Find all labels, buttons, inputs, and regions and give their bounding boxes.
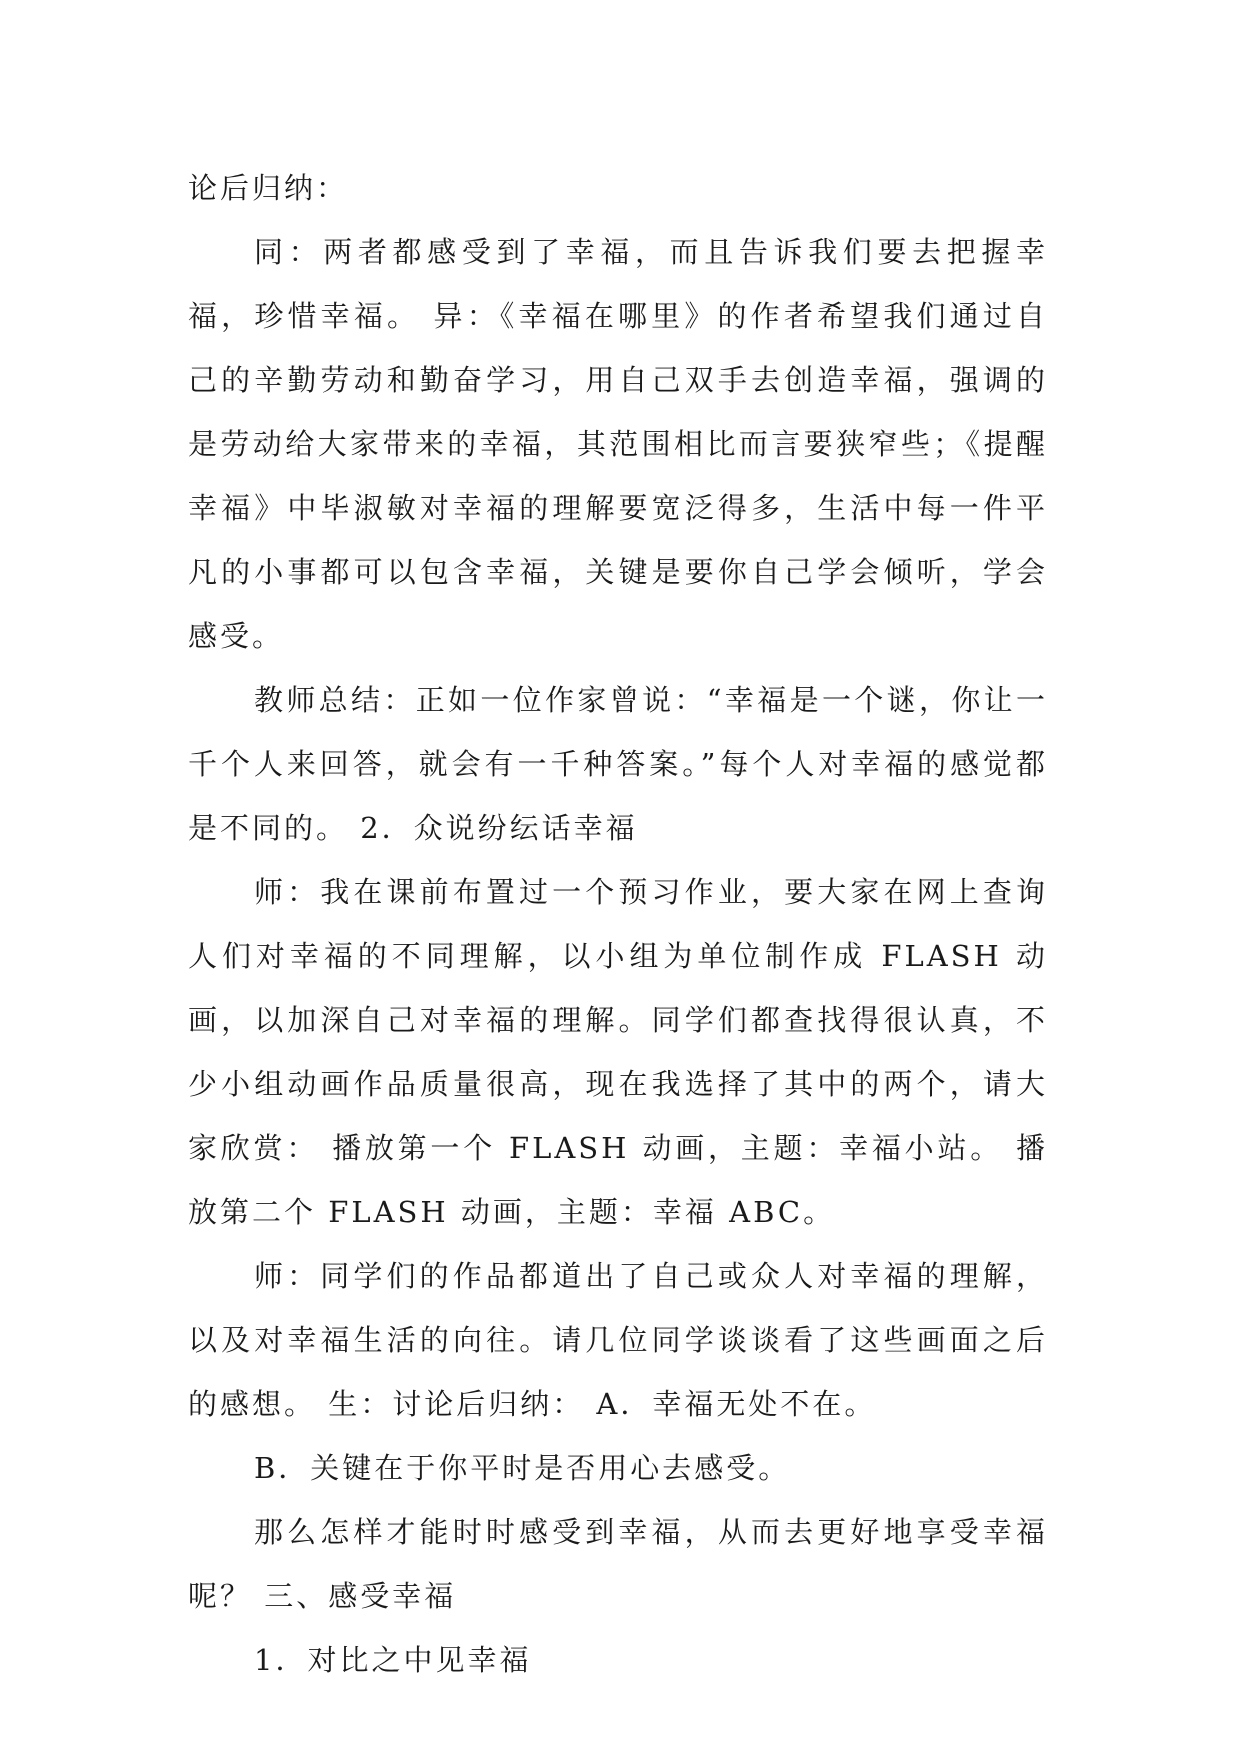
paragraph: 论后归纳：: [188, 171, 349, 205]
paragraph: 1．对比之中见幸福: [254, 1643, 532, 1677]
paragraph: 那么怎样才能时时感受到幸福，从而去更好地享受幸福呢？ 三、感受幸福: [188, 1515, 1048, 1613]
paragraph: B．关键在于你平时是否用心去感受。: [254, 1451, 791, 1485]
document-body: [188, 156, 1048, 1692]
paragraph: 同：两者都感受到了幸福，而且告诉我们要去把握幸福，珍惜幸福。 异：《幸福在哪里》的作者希望我们通过自己的辛勤劳动和勤奋学习，用自己双手去创造幸福，强调的是劳动给大家带来的幸福，其范围相比而言要狭窄些；《提醒幸福》中毕淑敏对幸福的理解要宽泛得多，生活中每一件平凡的小事都可以包含幸福，关键是要你自己学会倾听，学会感受。: [188, 235, 1048, 653]
paragraph: 师：我在课前布置过一个预习作业，要大家在网上查询人们对幸福的不同理解，以小组为单位制作成 FLASH 动画，以加深自己对幸福的理解。同学们都查找得很认真，不少小组动画作品质量很高，现在我选择了其中的两个，请大家欣赏： 播放第一个 FLASH 动画，主题：幸福小站。 播放第二个 FLASH 动画，主题：幸福 ABC。: [188, 875, 1048, 1229]
paragraph: 师：同学们的作品都道出了自己或众人对幸福的理解，以及对幸福生活的向往。请几位同学谈谈看了这些画面之后的感想。 生：讨论后归纳： A．幸福无处不在。: [188, 1259, 1048, 1421]
paragraph: 教师总结：正如一位作家曾说：“幸福是一个谜，你让一千个人来回答，就会有一千种答案。”每个人对幸福的感觉都是不同的。 2．众说纷纭话幸福: [188, 683, 1048, 845]
